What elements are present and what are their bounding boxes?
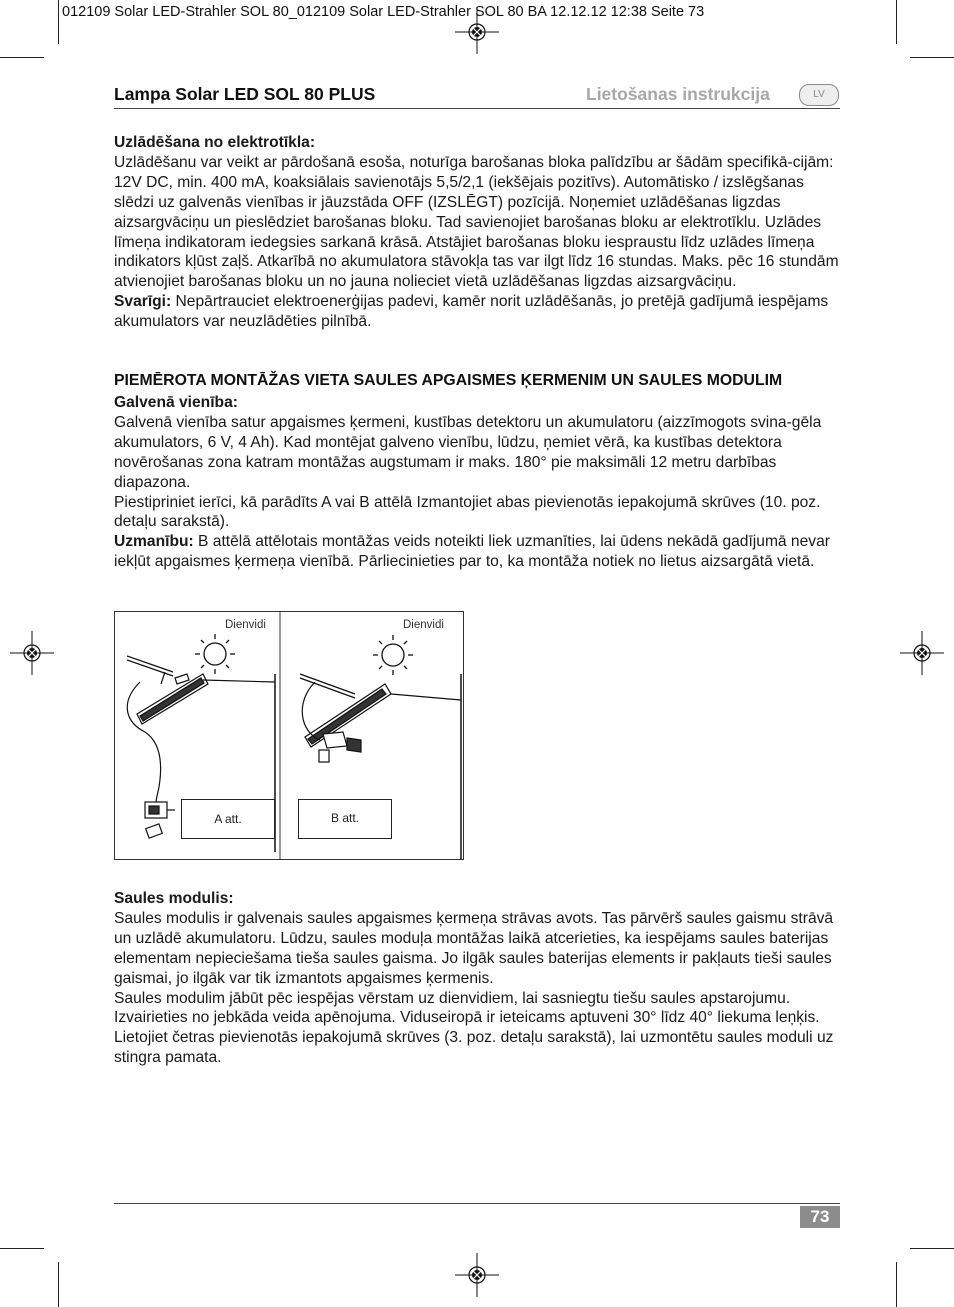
solar-text-1: Saules modulis ir galvenais saules apgaismes ķermeņa strāvas avots. Tas pārvērš saules gaismu strāvā un uzlādē akumulatoru. Lūdzu, saules moduļa montāžas laikā atcerieties, ka iespējams saules baterijas elementam nepieciešama tieša saules gaisma. Jo ilgāk saules baterijas elements ir pakļauts tieši saules gaismai, jo ilgāk var tik izmantots apgaismes ķermenis. (114, 909, 834, 987)
solar-text-2: Saules modulim jābūt pēc iespējas vērstam uz dienvidiem, lai sasniegtu tiešu saules apstarojumu. Izvairieties no jebkāda veida apēnojuma. Viduseiropā ir ieteicams aptuveni 30° līdz 40° liekuma leņķis. Lietojiet četras pievienotās iepakojumā skrūves (3. poz. detaļu sarakstā), lai uzmontētu saules moduli uz stingra pamata. (114, 989, 834, 1067)
figure-b-label: B att. (298, 799, 392, 839)
direction-label-right: Dienvidi (403, 619, 444, 631)
direction-label-left: Dienvidi (225, 619, 266, 631)
attach-text: Piestipriniet ierīci, kā parādīts A vai B attēlā Izmantojiet abas pievienotās iepakojumā skrūves (10. poz. detaļu sarakstā). (114, 493, 821, 531)
page-subtitle: Lietošanas instrukcija (586, 84, 770, 104)
footer-rule (114, 1203, 840, 1204)
sun-icon-right (373, 635, 413, 675)
header-rule (114, 108, 840, 109)
mounting-figure (114, 611, 464, 860)
registration-mark-bottom (455, 1253, 499, 1297)
charging-section (114, 133, 842, 332)
print-slug: 012109 Solar LED-Strahler SOL 80_012109 Solar LED-Strahler SOL 80 BA 12.12.12 12:38 Seite 73 (62, 4, 705, 20)
page-title: Lampa Solar LED SOL 80 PLUS (114, 84, 376, 104)
charging-heading: Uzlādēšana no elektrotīkla: (114, 134, 316, 151)
main-unit-text: Galvenā vienība satur apgaismes ķermeni, kustības detektoru un akumulatoru (aizzīmogots svina-gēla akumulators, 6 V, 4 Ah). Kad montējat galveno vienību, lūdzu, ņemiet vērā, ka kustības detektora novērošanas zona katram montāžas augstumam ir maks. 180° pie maksimāli 12 metru darbības diapazona. (114, 413, 822, 491)
mounting-title: PIEMĒROTA MONTĀŽAS VIETA SAULES APGAISMES ĶERMENIM UN SAULES MODULIM (114, 372, 783, 389)
caution-text: B attēlā attēlotais montāžas veids noteikti liek uzmanīties, lai ūdens nekādā gadījumā nevar iekļūt apgaismes ķermeņa vienībā. Pārliecinieties par to, ka montāža notiek no lietus aizsargātā vietā. (114, 533, 830, 571)
caution-label: Uzmanību: (114, 533, 194, 551)
important-text: Nepārtrauciet elektroenerģijas padevi, kamēr norit uzlādēšanās, jo pretējā gadījumā iespējams akumulators var neuzlādēties pilnībā. (114, 293, 829, 331)
solar-panel-b (300, 674, 461, 762)
main-unit-heading: Galvenā vienība: (114, 394, 238, 411)
caution-paragraph (114, 532, 842, 572)
mounting-illustration (115, 612, 463, 859)
sun-icon-left (195, 634, 235, 674)
registration-mark-right (900, 631, 944, 675)
charging-text: Uzlādēšanu var veikt ar pārdošanā esoša, noturīga barošanas bloka palīdzību ar šādām specifikā-cijām: 12V DC, min. 400 mA, koaksiālais savienotājs 5,5/2,1 (iekšējais pozitīvs). Automātisko / izslēgšanas slēdzi uz galvenās vienības ir jāuzstāda OFF (IZSLĒGT) pozīcijā. Noņemiet uzlādēšanas ligzdas aizsargvāciņu un pieslēdziet barošanas bloku. Tad savienojiet barošanas bloku ar elektrotīklu. Uzlādes līmeņa indikatoram iedegsies sarkanā krāsā. Atstājiet barošanas bloku iespraustu līdz uzlādes līmeņa indikators kļūst zaļš. Atkarībā no akumulatora stāvokļa tas var ilgt līdz 16 stundas. Maks. pēc 16 stundām atvienojiet barošanas bloku un no jauna nolieciet vietā uzlādēšanas ligzdas aizsargvāciņu. (114, 153, 839, 291)
mounting-section (114, 393, 842, 572)
figure-a-label: A att. (181, 799, 275, 839)
solar-section (114, 889, 842, 1068)
solar-heading: Saules modulis: (114, 890, 234, 907)
page-number: 73 (800, 1206, 840, 1228)
important-label: Svarīgi: (114, 293, 172, 311)
registration-mark-left (10, 631, 54, 675)
language-badge: LV (799, 84, 839, 106)
charging-important (114, 292, 842, 332)
